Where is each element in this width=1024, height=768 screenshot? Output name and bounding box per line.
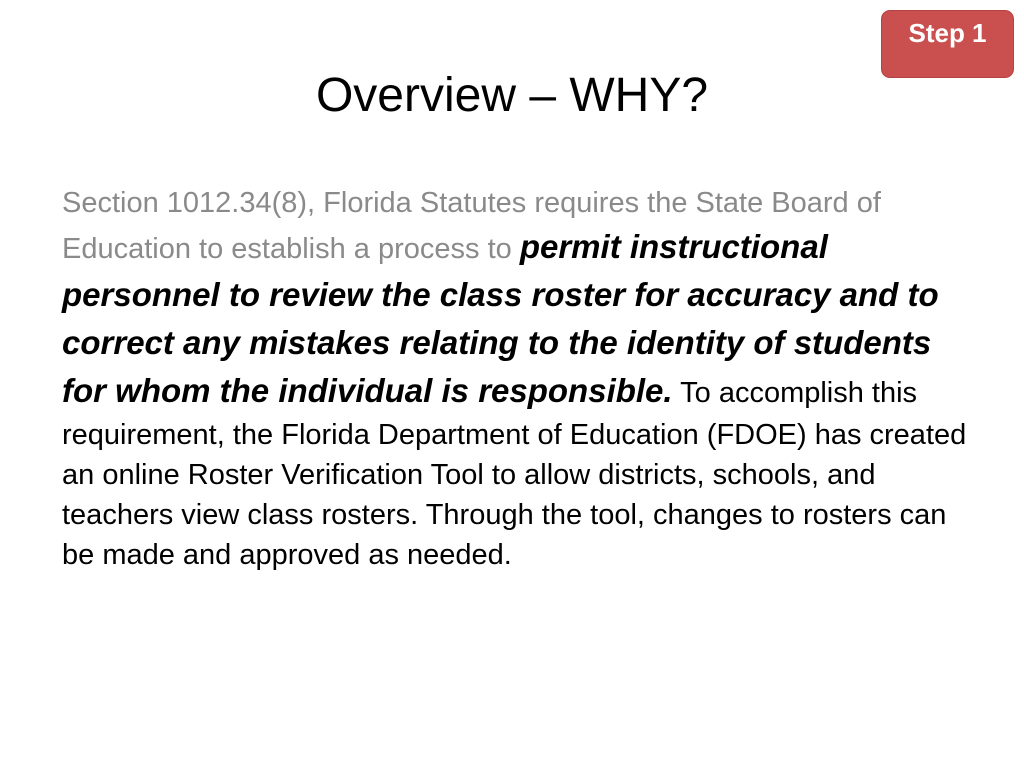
slide-title: Overview – WHY? (315, 69, 709, 122)
body-paragraph (62, 183, 967, 575)
tool-description-text: To accomplish this requirement, the Florida Department of Education (FDOE) has created an online Roster Verification Tool to allow districts, schools, and teachers view class rosters. Through the tool, changes to rosters can be made and approved as needed. (62, 377, 967, 571)
emphasized-requirement-text: permit instructional personnel to review the class roster for accuracy and to correct any mistakes relating to the identity of students for whom the individual is responsible. (62, 228, 939, 409)
step-badge-label: Step 1 (908, 18, 987, 48)
statute-intro-text: Section 1012.34(8), Florida Statutes requires the State Board of Education to establish a process to (62, 187, 881, 265)
